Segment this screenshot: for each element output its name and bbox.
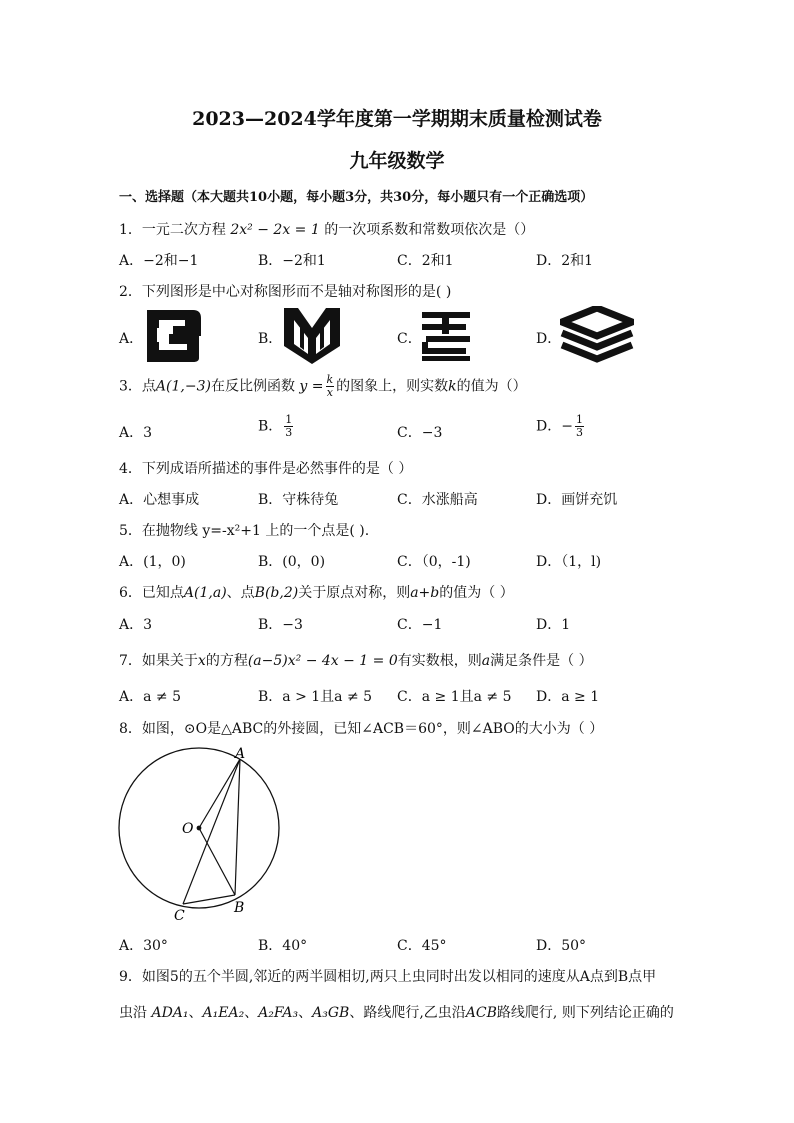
q7-option-b[interactable]: B．a > 1且a ≠ 5: [258, 689, 373, 705]
q2-option-b[interactable]: B．: [258, 331, 283, 347]
q4-option-c[interactable]: C．水涨船高: [397, 492, 478, 508]
q2-option-c[interactable]: C．: [397, 331, 422, 347]
question-6-prefix: 6．已知点: [119, 585, 184, 601]
q1-option-c[interactable]: C．2和1: [397, 253, 454, 269]
y-arch-glyph-icon: [282, 306, 342, 364]
section-heading: 一、选择题（本大题共10小题，每小题3分，共30分，每小题只有一个正确选项）: [119, 190, 594, 205]
question-3-prefix: 3．点: [119, 378, 156, 395]
q4-option-d[interactable]: D．画饼充饥: [536, 492, 618, 508]
circumcircle-figure: [110, 742, 300, 922]
question-9-text-a: 虫沿: [119, 1005, 147, 1021]
question-9-line-2: [119, 1002, 674, 1022]
question-9-text-b: 、路线爬行,乙虫沿: [349, 1005, 466, 1021]
question-6-mid: 、点: [226, 585, 255, 601]
question-9-path-2: A₁EA₂: [202, 1005, 245, 1021]
q7-option-c[interactable]: C．a ≥ 1且a ≠ 5: [397, 689, 512, 705]
segment-ob: [199, 828, 235, 895]
q3-option-d-num: 1: [575, 413, 583, 426]
question-6-point-a: A(1,a): [183, 585, 227, 601]
segment-ao: [199, 759, 240, 828]
question-3-var: k: [448, 378, 457, 395]
q6-option-c[interactable]: C．−1: [397, 617, 443, 633]
q5-option-a[interactable]: A．(1，0): [119, 554, 186, 570]
question-9-path-5: ACB: [465, 1005, 497, 1021]
q3-option-b-label: B．: [258, 418, 283, 435]
question-4: 4．下列成语所描述的事件是必然事件的是（ ）: [119, 461, 413, 477]
question-7: [119, 650, 593, 670]
question-3-fraction-num: k: [326, 373, 334, 386]
q3-option-d[interactable]: [536, 414, 586, 439]
question-3-fraction-den: x: [326, 386, 333, 399]
question-3: [119, 374, 527, 399]
question-9-sep-3: 、: [298, 1005, 313, 1021]
exam-title: 2023—2024学年度第一学期期末质量检测试卷: [192, 108, 602, 130]
q6-option-a[interactable]: A．3: [119, 617, 153, 633]
q8-option-b[interactable]: B．40°: [258, 938, 308, 954]
q3-option-d-den: 3: [575, 426, 583, 439]
exam-subtitle: 九年级数学: [349, 150, 445, 172]
question-6-point-b: B(b,2): [254, 585, 299, 601]
q3-option-b[interactable]: [258, 414, 295, 439]
question-7-equation: (a−5)x² − 4x − 1 = 0: [247, 653, 398, 669]
question-1-equation: 2x² − 2x = 1: [230, 222, 320, 238]
question-9-text-c: 路线爬行, 则下列结论正确的: [496, 1005, 674, 1021]
question-3-post2: 的值为（）: [456, 378, 527, 395]
question-3-mid: 在反比例函数: [210, 378, 295, 395]
question-6-mid2: 关于原点对称，则: [298, 585, 411, 601]
question-3-post: 的图象上，则实数: [336, 378, 449, 395]
q4-option-a[interactable]: A．心想事成: [119, 492, 200, 508]
label-a: A: [235, 746, 246, 762]
question-7-suffix: 满足条件是（ ）: [490, 653, 593, 669]
q5-option-d[interactable]: D．（1，l): [536, 554, 602, 570]
q5-option-b[interactable]: B．(0，0): [258, 554, 326, 570]
question-2: 2．下列图形是中心对称图形而不是轴对称图形的是( ): [119, 284, 452, 300]
question-7-var: x: [197, 653, 206, 669]
stacked-bars-glyph-icon: [420, 310, 472, 362]
q2-option-d[interactable]: D．: [536, 331, 562, 347]
question-7-var2: a: [481, 653, 491, 669]
q6-option-d[interactable]: D．1: [536, 617, 571, 633]
q5-option-c[interactable]: C．（0，-1): [397, 554, 471, 570]
q7-option-a[interactable]: A．a ≠ 5: [119, 689, 181, 705]
q3-option-d-label: D．−: [536, 418, 573, 435]
question-3-fn-lhs: y =: [299, 378, 324, 395]
question-7-prefix: 7．如果关于: [119, 653, 198, 669]
q3-option-b-fraction: [284, 414, 293, 439]
center-point: [197, 826, 202, 831]
question-9-sep-1: 、: [188, 1005, 203, 1021]
question-1: [119, 219, 534, 239]
question-8: 8．如图，⊙O是△ABC的外接圆，已知∠ACB＝60°，则∠ABO的大小为（ ）: [119, 721, 604, 737]
question-9-line-1: 9．如图5的五个半圆,邻近的两半圆相切,两只上虫同时出发以相同的速度从A点到B点甲: [119, 969, 657, 985]
question-5: 5．在抛物线 y=-x²+1 上的一个点是( ).: [119, 523, 370, 539]
q8-option-a[interactable]: A．30°: [119, 938, 168, 954]
label-o: O: [182, 821, 194, 837]
question-9-path-3: A₂FA₃: [258, 1005, 299, 1021]
question-6-expr: a+b: [410, 585, 440, 601]
q1-option-b[interactable]: B．−2和1: [258, 253, 326, 269]
question-3-point: A(1,−3): [155, 378, 211, 395]
hook-glyph-icon: [143, 306, 205, 364]
question-6-suffix: 的值为（ ）: [439, 585, 514, 601]
question-1-prefix: 1．一元二次方程: [119, 222, 226, 238]
label-c: C: [174, 908, 185, 922]
q8-option-c[interactable]: C．45°: [397, 938, 447, 954]
segment-ab: [235, 759, 240, 895]
q3-option-b-den: 3: [285, 426, 293, 439]
question-7-mid: 的方程: [205, 653, 248, 669]
q2-option-a[interactable]: A．: [119, 331, 144, 347]
q3-option-b-num: 1: [285, 413, 293, 426]
question-3-fraction: [326, 374, 335, 399]
q3-option-c[interactable]: C．−3: [397, 425, 443, 441]
label-b: B: [234, 900, 245, 916]
question-9-sep-2: 、: [244, 1005, 259, 1021]
q3-option-a[interactable]: A．3: [119, 425, 153, 441]
rhombus-stack-glyph-icon: [560, 306, 634, 364]
question-7-mid2: 有实数根，则: [397, 653, 482, 669]
question-6: [119, 582, 514, 602]
q1-option-d[interactable]: D．2和1: [536, 253, 594, 269]
q4-option-b[interactable]: B．守株待兔: [258, 492, 339, 508]
q7-option-d[interactable]: D．a ≥ 1: [536, 689, 600, 705]
question-9-path-4: A₃GB: [312, 1005, 350, 1021]
q3-option-d-fraction: [575, 414, 584, 439]
q6-option-b[interactable]: B．−3: [258, 617, 303, 633]
q1-option-a[interactable]: A．−2和−1: [119, 253, 199, 269]
q8-option-d[interactable]: D．50°: [536, 938, 587, 954]
question-9-path-1: ADA₁: [151, 1005, 189, 1021]
question-1-suffix: 的一次项系数和常数项依次是（）: [324, 222, 535, 238]
